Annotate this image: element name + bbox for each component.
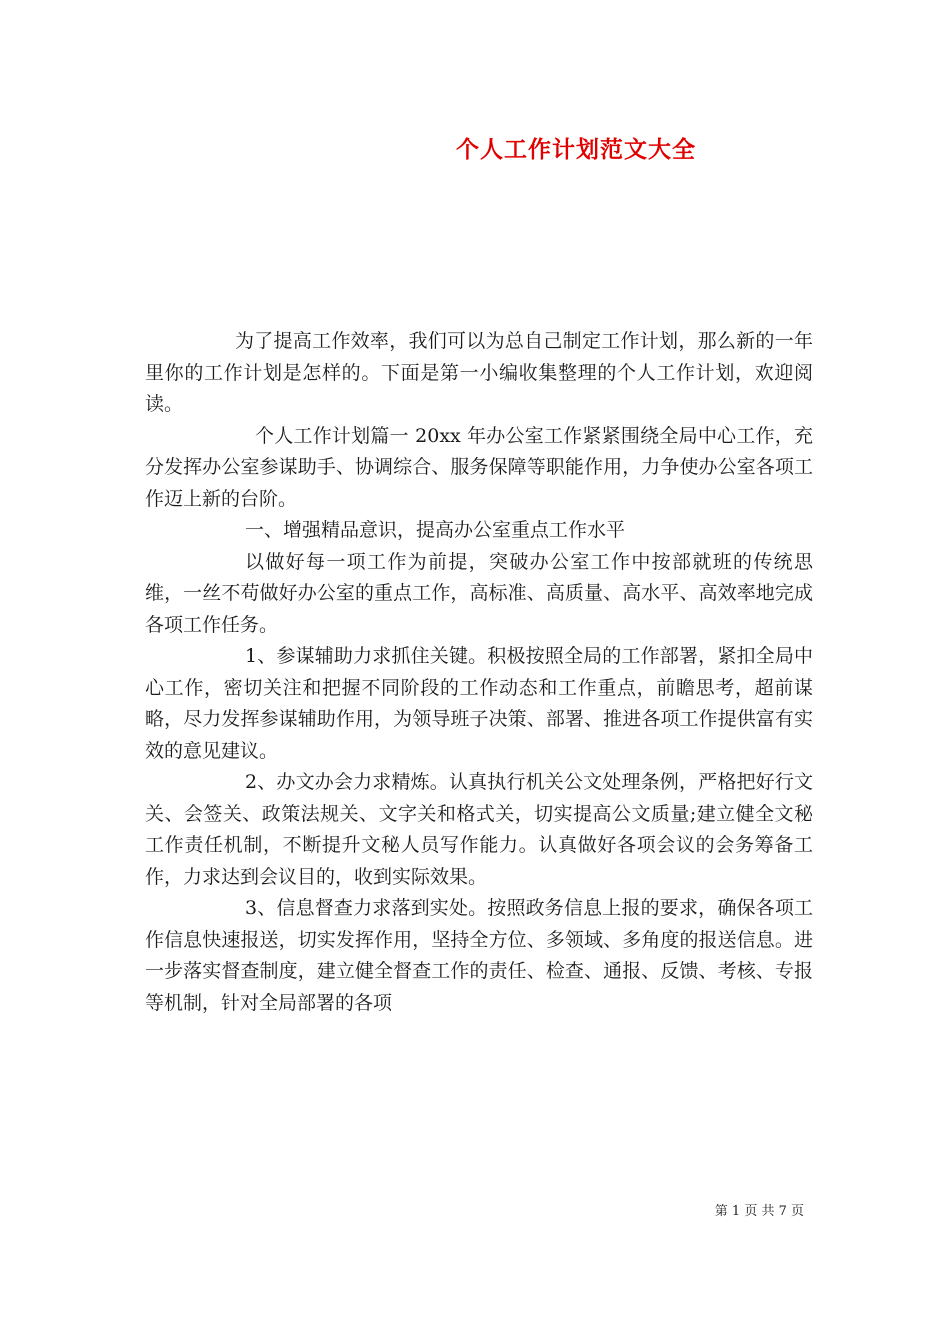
paragraph-premise: 以做好每一项工作为前提，突破办公室工作中按部就班的传统思维，一丝不苟做好办公室的重点工作，高标准、高质量、高水平、高效率地完成各项工作任务。 xyxy=(145,550,813,636)
paragraph-item-2: 2、办文办会力求精炼。认真执行机关公文处理条例，严格把好行文关、会签关、政策法规关、文字关和格式关，切实提高公文质量;建立健全文秘工作责任机制，不断提升文秘人员写作能力。认真做好各项会议的会务筹备工作，力求达到会议目的，收到实际效果。 xyxy=(145,771,813,888)
paragraph-intro: 为了提高工作效率，我们可以为总自己制定工作计划，那么新的一年里你的工作计划是怎样的。下面是第一小编收集整理的个人工作计划，欢迎阅读。 xyxy=(145,330,813,415)
document-title: 个人工作计划范文大全 xyxy=(456,136,696,163)
page-number: 第 1 页 共 7 页 xyxy=(714,1204,804,1219)
document-body xyxy=(145,326,813,1019)
paragraph-plan-one: 个人工作计划篇一 20xx 年办公室工作紧紧围绕全局中心工作，充分发挥办公室参谋助手、协调综合、服务保障等职能作用，力争使办公室各项工作迈上新的台阶。 xyxy=(145,424,813,510)
section-heading: 一、增强精品意识，提高办公室重点工作水平 xyxy=(245,519,626,541)
paragraph-item-3: 3、信息督查力求落到实处。按照政务信息上报的要求，确保各项工作信息快速报送，切实发挥作用，坚持全方位、多领域、多角度的报送信息。进一步落实督查制度，建立健全督查工作的责任、检查、通报、反馈、考核、专报等机制，针对全局部署的各项 xyxy=(145,897,813,1014)
paragraph-item-1: 1、参谋辅助力求抓住关键。积极按照全局的工作部署，紧扣全局中心工作，密切关注和把握不同阶段的工作动态和工作重点，前瞻思考，超前谋略，尽力发挥参谋辅助作用，为领导班子决策、部署、推进各项工作提供富有实效的意见建议。 xyxy=(145,645,813,762)
